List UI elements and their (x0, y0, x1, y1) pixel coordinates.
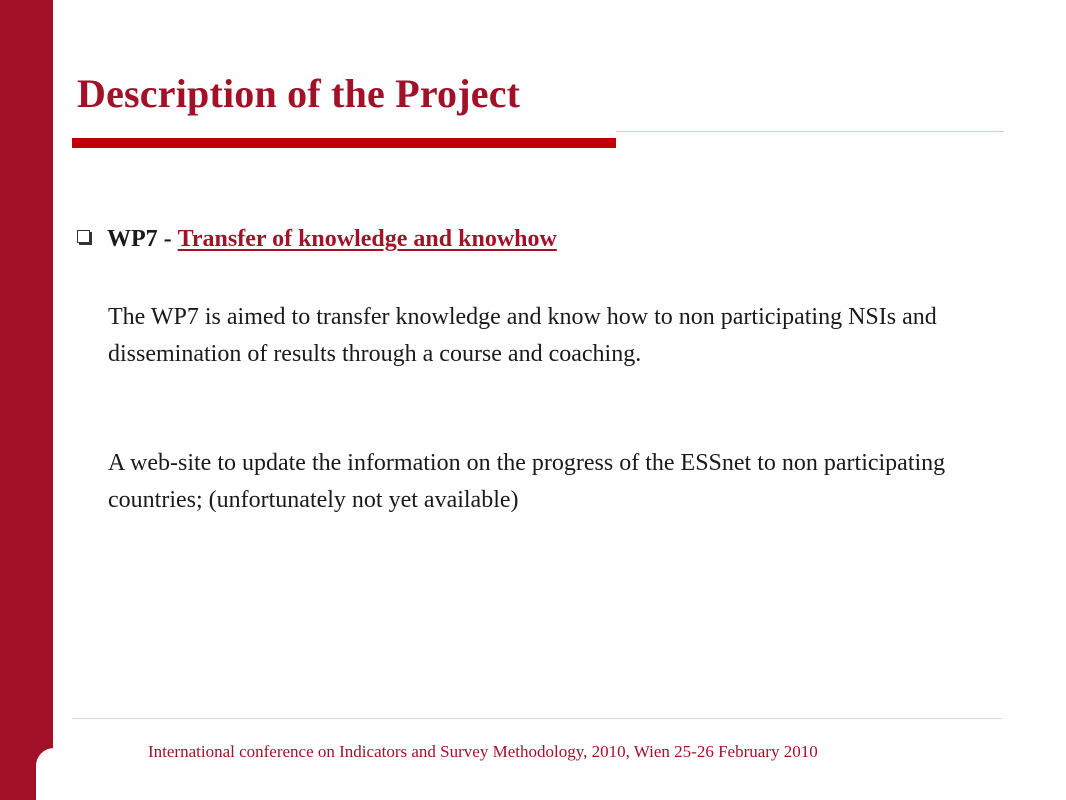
slide-title: Description of the Project (77, 71, 521, 116)
description-paragraph: The WP7 is aimed to transfer knowledge and know how to non participating NSIs and dissemination of results through a course and coaching. (108, 304, 937, 367)
title-underline-bar (72, 138, 616, 148)
left-decorative-band (0, 0, 53, 800)
footer-conference-text: International conference on Indicators and Survey Methodology, 2010, Wien 25-26 February 2010 (148, 742, 818, 761)
work-package-code: WP7 - (107, 226, 172, 252)
band-notch (36, 748, 66, 800)
website-paragraph: A web-site to update the information on the progress of the ESSnet to non participating countries; (unfortunately not yet available) (108, 450, 946, 513)
title-underline-thin (616, 131, 1004, 132)
footer-divider (72, 718, 1002, 719)
bullet-item-wp7 (77, 226, 557, 253)
square-bullet-icon (77, 230, 90, 243)
work-package-link[interactable]: Transfer of knowledge and knowhow (177, 226, 557, 252)
